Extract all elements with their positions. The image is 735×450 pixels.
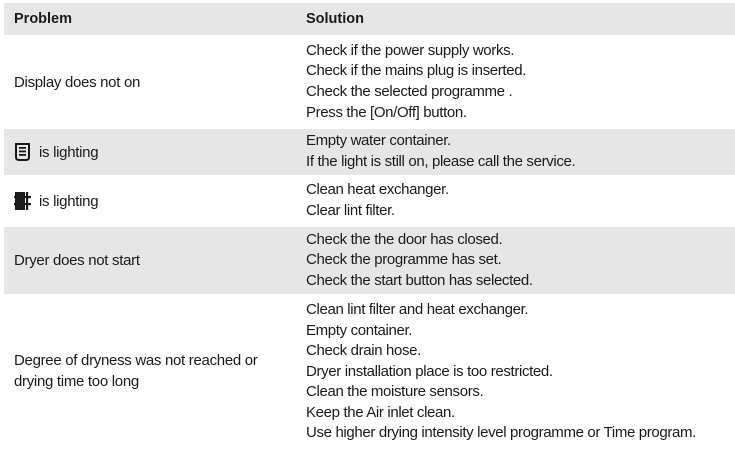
solution-line: Check the the door has closed. xyxy=(306,230,503,248)
solution-line: Check drain hose. xyxy=(306,342,421,360)
solution-cell xyxy=(295,230,735,292)
solution-line: If the light is still on, please call the service. xyxy=(306,153,576,170)
problem-text: is lighting xyxy=(39,143,99,161)
solution-line: Dryer installation place is too restricted. xyxy=(306,362,553,380)
header-problem: Problem xyxy=(14,11,73,27)
problem-cell xyxy=(4,191,295,211)
problem-text: is lighting xyxy=(39,192,99,210)
solution-line: Clean heat exchanger. xyxy=(306,181,449,199)
table-row xyxy=(4,296,735,450)
problem-line: Degree of dryness was not reached or xyxy=(14,352,258,370)
heat-exchanger-icon xyxy=(14,191,31,211)
solution-cell xyxy=(295,300,735,444)
troubleshooting-table xyxy=(4,3,735,450)
problem-cell: Display does not on xyxy=(14,73,141,91)
solution-line: Empty container. xyxy=(306,321,413,339)
solution-line: Check if the power supply works. xyxy=(306,41,515,59)
solution-line: Check the start button has selected. xyxy=(306,271,533,289)
solution-line: Clear lint filter. xyxy=(306,202,395,219)
table-header xyxy=(4,3,735,37)
solution-cell xyxy=(295,180,735,221)
solution-line: Check the selected programme . xyxy=(306,83,513,100)
solution-cell xyxy=(295,41,735,123)
solution-line: Use higher drying intensity level programme or Time program. xyxy=(306,424,696,442)
solution-line: Check the programme has set. xyxy=(306,251,502,269)
table-row xyxy=(4,37,735,129)
problem-cell: Dryer does not start xyxy=(14,252,140,269)
solution-line: Clean the moisture sensors. xyxy=(306,383,484,401)
solution-cell xyxy=(295,131,735,172)
solution-line: Empty water container. xyxy=(306,132,451,150)
problem-cell xyxy=(4,351,295,392)
problem-cell xyxy=(4,142,295,162)
solution-line: Press the [On/Off] button. xyxy=(306,103,467,121)
water-container-icon xyxy=(14,142,31,162)
problem-line: drying time too long xyxy=(14,373,139,390)
solution-line: Keep the Air inlet clean. xyxy=(306,403,455,421)
table-row xyxy=(4,129,735,177)
header-solution: Solution xyxy=(306,10,364,27)
table-row xyxy=(4,227,735,296)
solution-line: Clean lint filter and heat exchanger. xyxy=(306,300,529,318)
solution-line: Check if the mains plug is inserted. xyxy=(306,62,527,80)
table-row xyxy=(4,177,735,227)
